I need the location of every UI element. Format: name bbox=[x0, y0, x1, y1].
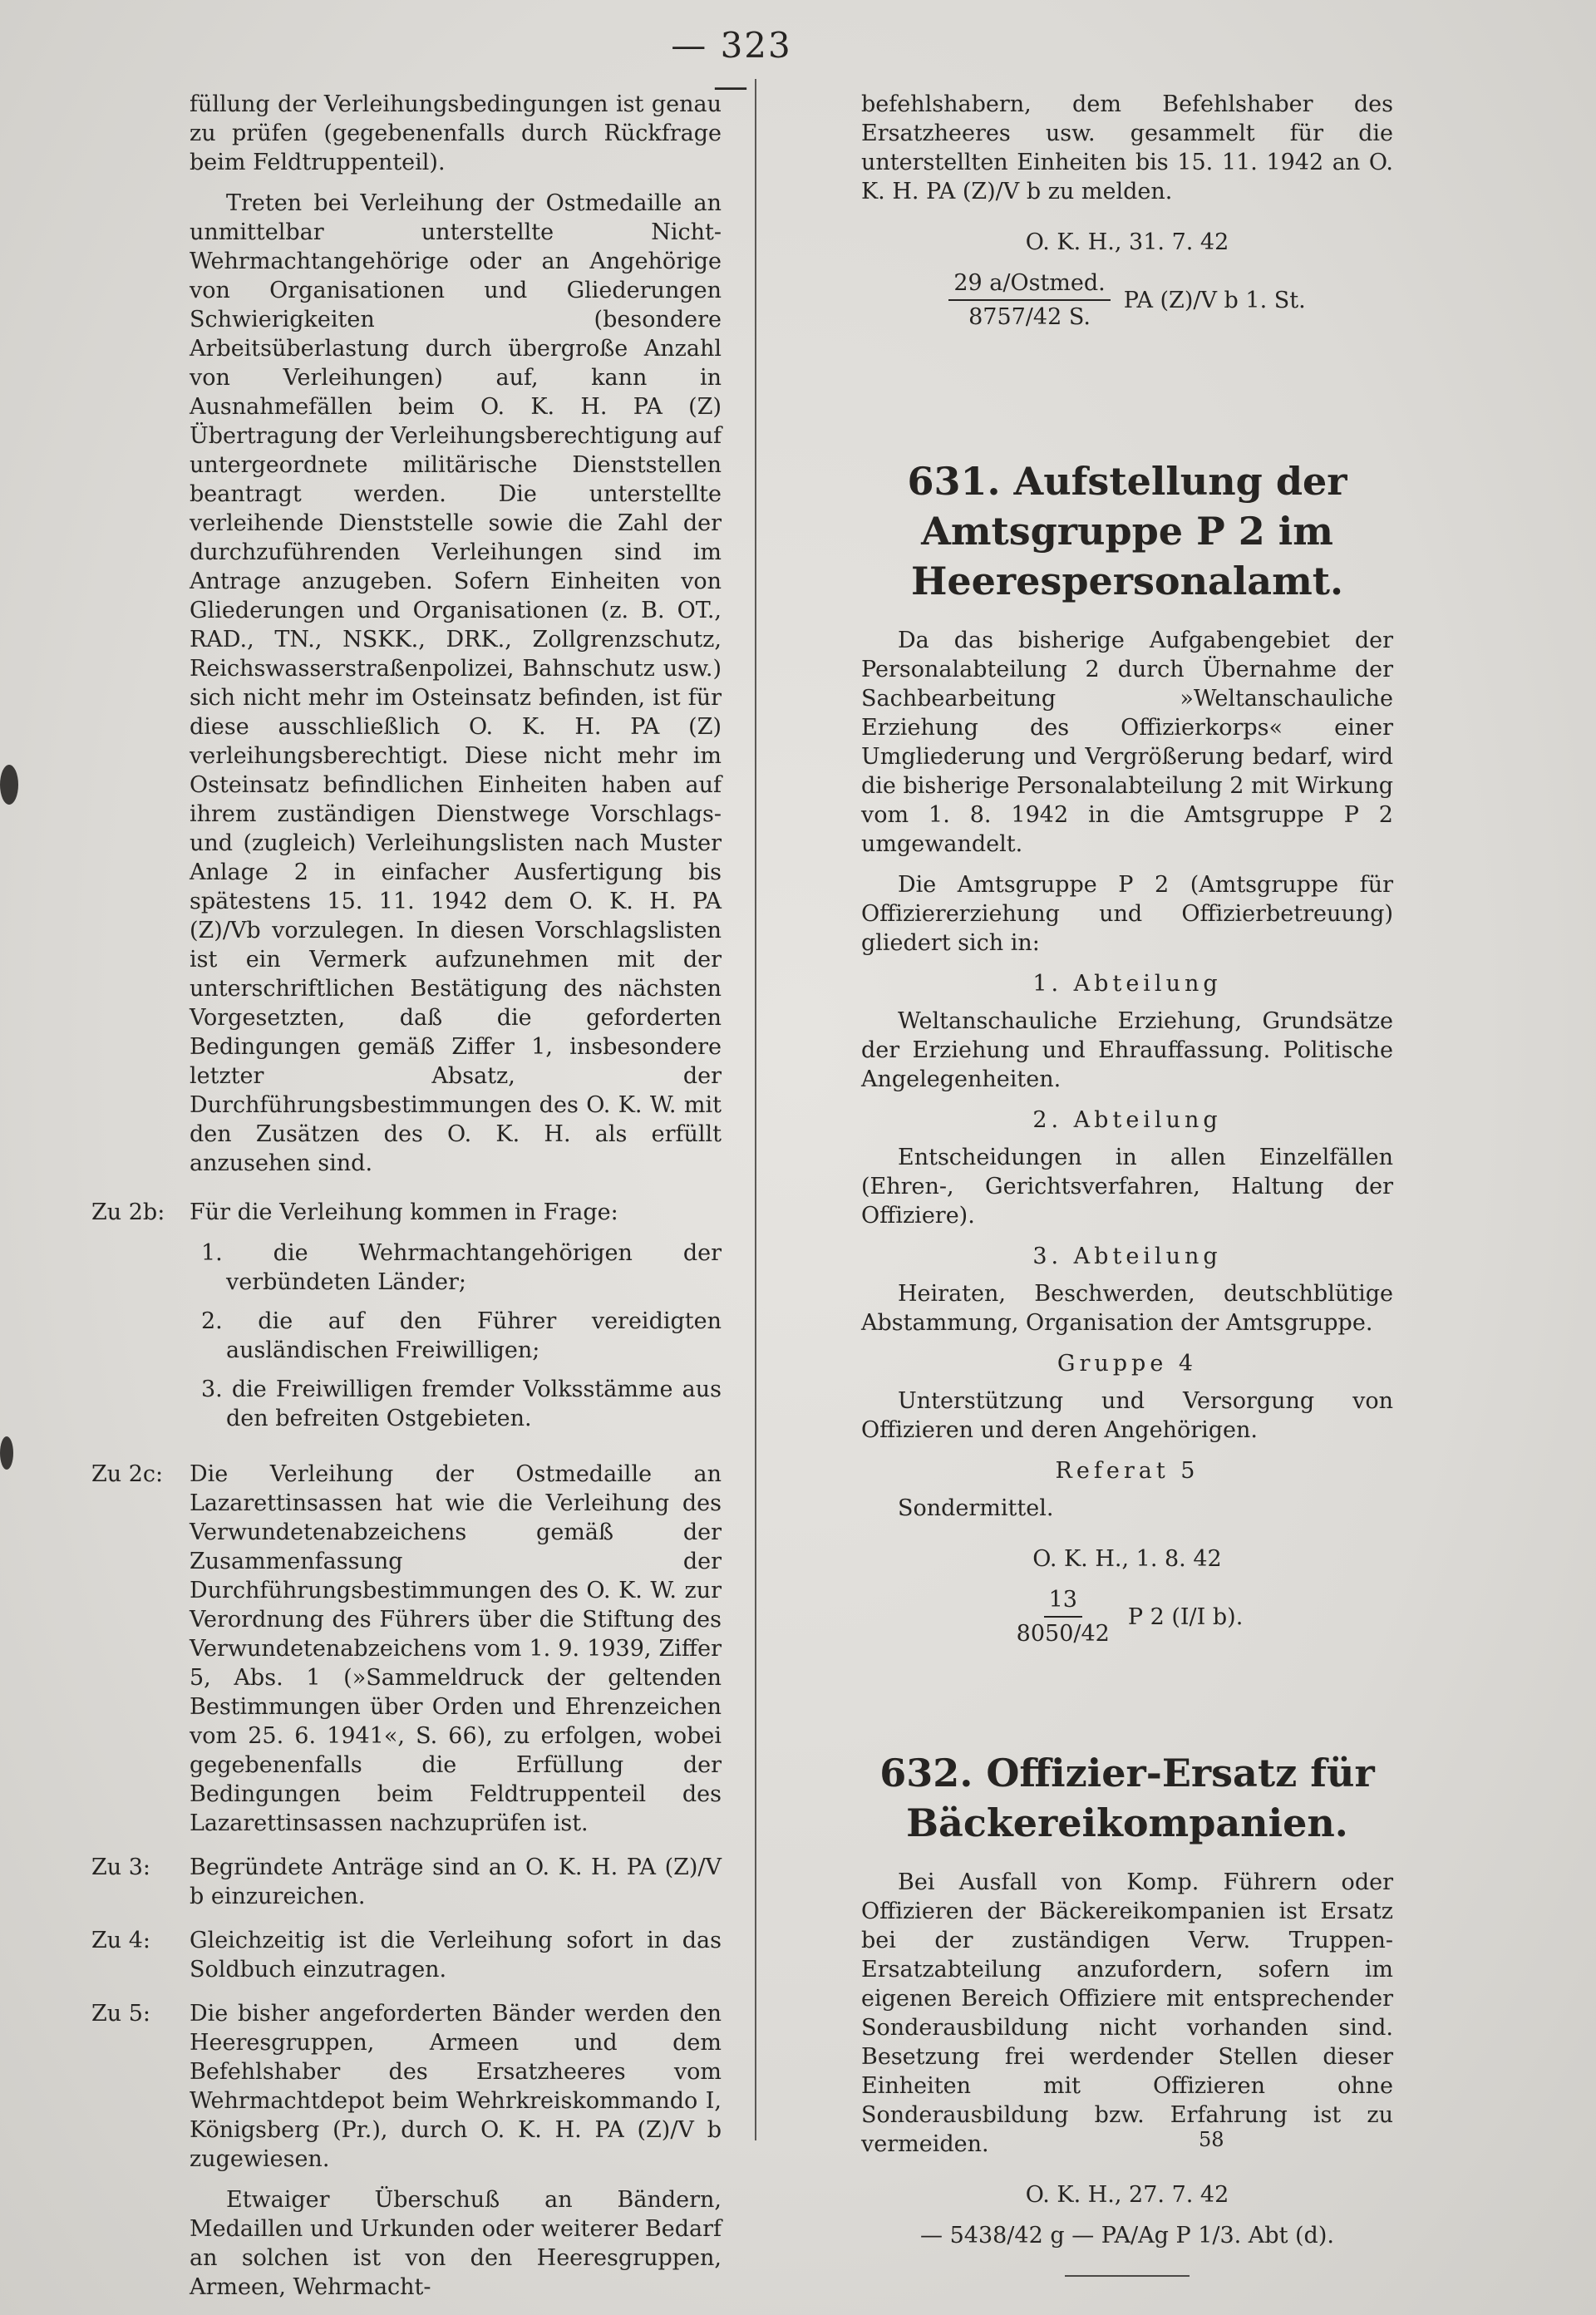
fraction-numerator: 29 a/Ostmed. bbox=[948, 268, 1110, 301]
zu-intro: Für die Verleihung kommen in Frage: bbox=[190, 1199, 618, 1225]
footer-number: 58 bbox=[1199, 2128, 1224, 2151]
paragraph: Etwaiger Überschuß an Bändern, Medaillen und Urkunden oder weiterer Bedarf an solchen ist von den Heeresgruppen, Armeen, Wehrmacht- bbox=[190, 2187, 722, 2300]
subsection-heading: 2. Abteilung bbox=[1032, 1107, 1222, 1133]
reference-suffix: P 2 (I/I b). bbox=[1127, 1603, 1244, 1630]
fraction-denominator: 8757/42 S. bbox=[968, 304, 1091, 330]
reference-number bbox=[861, 1585, 1393, 1648]
reference-line: — 5438/42 g — PA/Ag P 1/3. Abt (d). bbox=[920, 2223, 1334, 2249]
section-632-title: 632. Offizier-Ersatz für Bäckereikompanien. bbox=[879, 1751, 1375, 1845]
scan-mark bbox=[0, 765, 18, 805]
fraction-denominator: 8050/42 bbox=[1016, 1621, 1110, 1647]
paragraph: Unterstützung und Versorgung von Offizieren und deren Angehörigen. bbox=[861, 1388, 1393, 1443]
list-item: 1. die Wehrmachtangehörigen der verbündeten Länder; bbox=[201, 1240, 722, 1295]
list-item: 2. die auf den Führer vereidigten ausländischen Freiwilligen; bbox=[201, 1308, 722, 1363]
zu-text: Begründete Anträge sind an O. K. H. PA (Z)/V b einzureichen. bbox=[190, 1854, 722, 1909]
zu-text: Die Verleihung der Ostmedaille an Lazarettinsassen hat wie die Verleihung des Verwundetenabzeichens gemäß der Zusammenfassung der Durchführungsbestimmungen des O. K. W. zur Verordnung des Führers über die Stiftung des Verwundetenabzeichens vom 1. 9. 1939, Ziffer 5, Abs. 1 (»Sammeldruck der geltenden Bestimmungen über Orden und Ehrenzeichen vom 25. 6. 1941«, S. 66), zu erfolgen, wobei gegebenenfalls die Erfüllung der Bedingungen beim Feldtruppenteil des Lazarettinsassen nachzuprüfen ist. bbox=[190, 1461, 722, 1836]
section-631-title: 631. Aufstellung der Amtsgruppe P 2 im Heerespersonalamt. bbox=[907, 459, 1347, 603]
end-rule bbox=[1065, 2275, 1190, 2277]
section-zu-3 bbox=[91, 1853, 722, 1911]
list-item: 3. die Freiwilligen fremder Volksstämme aus den befreiten Ostgebieten. bbox=[201, 1377, 722, 1431]
reference-number bbox=[861, 268, 1393, 332]
fraction-numerator: 13 bbox=[1044, 1585, 1082, 1618]
zu-text: Gleichzeitig ist die Verleihung sofort in das Soldbuch einzutragen. bbox=[190, 1928, 722, 1983]
zu-label: Zu 5: bbox=[91, 2001, 151, 2027]
reference-date: O. K. H., 27. 7. 42 bbox=[1025, 2182, 1229, 2208]
reference-date: O. K. H., 31. 7. 42 bbox=[1025, 229, 1229, 255]
paragraph: Sondermittel. bbox=[898, 1495, 1054, 1521]
zu-label: Zu 3: bbox=[91, 1854, 151, 1880]
zu-label: Zu 2c: bbox=[91, 1461, 164, 1487]
reference-date: O. K. H., 1. 8. 42 bbox=[1032, 1546, 1222, 1572]
section-zu-2c bbox=[91, 1460, 722, 1838]
paragraph: Weltanschauliche Erziehung, Grundsätze der Erziehung und Ehrauffassung. Politische Angelegenheiten. bbox=[861, 1008, 1393, 1092]
paragraph: Entscheidungen in allen Einzelfällen (Ehren-, Gerichtsverfahren, Haltung der Offiziere). bbox=[861, 1145, 1393, 1229]
section-zu-4 bbox=[91, 1926, 722, 1984]
subsection-heading: 3. Abteilung bbox=[1032, 1244, 1222, 1269]
page-number: — 323 — bbox=[671, 25, 792, 106]
paragraph: füllung der Verleihungsbedingungen ist genau zu prüfen (gegebenenfalls durch Rückfrage beim Feldtruppenteil). bbox=[190, 91, 722, 175]
paragraph: Treten bei Verleihung der Ostmedaille an unmittelbar unterstellte Nicht-Wehrmachtangehörige oder an Angehörige von Organisationen und Gliederungen Schwierigkeiten (besondere Arbeitsüberlastung durch übergroße Anzahl von Verleihungen) auf, kann in Ausnahmefällen beim O. K. H. PA (Z) Übertragung der Verleihungsberechtigung auf untergeordnete militärische Dienststellen beantragt werden. Die unterstellte verleihende Dienststelle sowie die Zahl der durchzuführenden Verleihungen sind im Antrage anzugeben. Sofern Einheiten von Gliederungen und Organisationen (z. B. OT., RAD., TN., NSKK., DRK., Zollgrenzschutz, Reichswasserstraßenpolizei, Bahnschutz usw.) sich nicht mehr im Osteinsatz befinden, ist für diese ausschließlich O. K. H. PA (Z) verleihungsberechtigt. Diese nicht mehr im Osteinsatz befindlichen Einheiten haben auf ihrem zuständigen Dienstwege Vorschlags- und (zugleich) Verleihungslisten nach Muster Anlage 2 in einfacher Ausfertigung bis spätestens 15. 11. 1942 dem O. K. H. PA (Z)/Vb vorzulegen. In diesen Vorschlagslisten ist ein Vermerk aufzunehmen mit der unterschriftlichen Bestätigung des nächsten Vorgesetzten, daß die geforderten Bedingungen gemäß Ziffer 1, insbesondere letzter Absatz, der Durchführungsbestimmungen des O. K. W. mit den Zusätzen des O. K. H. als erfüllt anzusehen sind. bbox=[190, 190, 722, 1176]
paragraph: Heiraten, Beschwerden, deutschblütige Abstammung, Organisation der Amtsgruppe. bbox=[861, 1281, 1393, 1336]
column-divider bbox=[755, 79, 756, 2140]
paragraph: befehlshabern, dem Befehlshaber des Ersatzheeres usw. gesammelt für die unterstellten Einheiten bis 15. 11. 1942 an O. K. H. PA (Z)/V b zu melden. bbox=[861, 91, 1393, 204]
left-column bbox=[91, 90, 722, 2313]
subsection-heading: Referat 5 bbox=[1055, 1458, 1199, 1484]
paragraph: Die Amtsgruppe P 2 (Amtsgruppe für Offiziererziehung und Offizierbetreuung) gliedert sich in: bbox=[861, 872, 1393, 956]
paragraph: Da das bisherige Aufgabengebiet der Personalabteilung 2 durch Übernahme der Sachbearbeitung »Weltanschauliche Erziehung des Offizierkorps« einer Umgliederung und Vergrößerung bedarf, wird die bisherige Personalabteilung 2 mit Wirkung vom 1. 8. 1942 in die Amtsgruppe P 2 umgewandelt. bbox=[861, 628, 1393, 857]
subsection-heading: 1. Abteilung bbox=[1032, 971, 1222, 997]
subsection-heading: Gruppe 4 bbox=[1057, 1351, 1198, 1377]
zu-label: Zu 2b: bbox=[91, 1199, 165, 1225]
section-zu-2b bbox=[91, 1198, 722, 1445]
reference-suffix: PA (Z)/V b 1. St. bbox=[1123, 287, 1306, 313]
paragraph: Bei Ausfall von Komp. Führern oder Offizieren der Bäckereikompanien ist Ersatz bei der zuständigen Verw. Truppen-Ersatzabteilung anzufordern, sofern im eigenen Bereich Offiziere mit entsprechender Sonderausbildung nicht vorhanden sind. Besetzung frei werdender Stellen dieser Einheiten mit Offizieren ohne Sonderausbildung bzw. Erfahrung ist zu vermeiden. bbox=[861, 1869, 1393, 2157]
scan-mark bbox=[0, 1436, 13, 1470]
volunteer-list bbox=[190, 1239, 722, 1433]
zu-label: Zu 4: bbox=[91, 1928, 151, 1953]
section-zu-5 bbox=[91, 1999, 722, 2174]
right-column bbox=[861, 90, 1393, 2277]
zu-text: Die bisher angeforderten Bänder werden den Heeresgruppen, Armeen und dem Befehlshaber des Ersatzheeres vom Wehrmachtdepot beim Wehrkreiskommando I, Königsberg (Pr.), durch O. K. H. PA (Z)/V b zugewiesen. bbox=[190, 2001, 722, 2172]
